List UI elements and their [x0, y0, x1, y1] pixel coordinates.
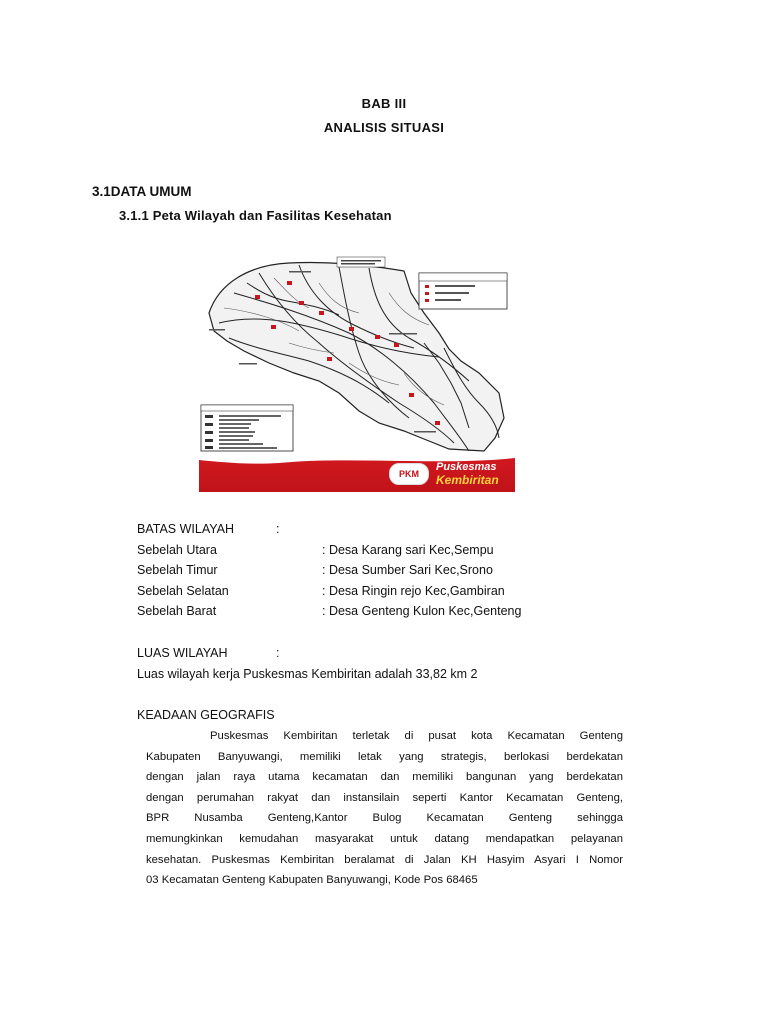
batas-selatan-value: : Desa Ringin rejo Kec,Gambiran: [322, 584, 505, 598]
puskesmas-logo: PKM: [389, 463, 429, 485]
batas-timur-value: : Desa Sumber Sari Kec,Srono: [322, 563, 493, 577]
luas-heading: LUAS WILAYAH: [137, 646, 228, 660]
batas-heading-colon: :: [276, 522, 280, 536]
chapter-title: ANALISIS SITUASI: [323, 120, 445, 135]
paragraph-line: Puskesmas Kembiritan terletak di pusat kota Kecamatan Genteng: [210, 730, 623, 742]
luas-text: Luas wilayah kerja Puskesmas Kembiritan adalah 33,82 km 2: [137, 667, 478, 681]
geografis-paragraph: [146, 726, 623, 891]
paragraph-line: dengan perumahan rakyat dan instansilain seperti Kantor Kecamatan Genteng,: [146, 791, 623, 804]
batas-utara-label: Sebelah Utara: [137, 543, 217, 557]
banner-title-line1: Puskesmas: [436, 461, 497, 473]
chapter-number: BAB III: [361, 96, 407, 111]
subsection-heading: 3.1.1 Peta Wilayah dan Fasilitas Kesehatan: [119, 208, 392, 223]
luas-heading-colon: :: [276, 646, 280, 660]
paragraph-line: 03 Kecamatan Genteng Kabupaten Banyuwangi, Kode Pos 68465: [146, 874, 478, 887]
paragraph-line: memungkinkan kemudahan masyarakat untuk datang mendapatkan pelayanan: [146, 832, 623, 845]
paragraph-line: Kabupaten Banyuwangi, memiliki letak yang strategis, berlokasi berdekatan: [146, 750, 623, 763]
paragraph-line: BPR Nusamba Genteng,Kantor Bulog Kecamatan Genteng sehingga: [146, 812, 623, 825]
geografis-heading: KEADAAN GEOGRAFIS: [137, 708, 275, 722]
paragraph-line: kesehatan. Puskesmas Kembiritan beralamat di Jalan KH Hasyim Asyari I Nomor: [146, 853, 623, 866]
map-banner: [199, 454, 515, 492]
section-heading: 3.1DATA UMUM: [92, 184, 192, 199]
batas-selatan-label: Sebelah Selatan: [137, 584, 229, 598]
batas-heading: BATAS WILAYAH: [137, 522, 235, 536]
batas-timur-label: Sebelah Timur: [137, 563, 218, 577]
paragraph-line: dengan jalan raya utama kecamatan dan memiliki bangunan yang berdekatan: [146, 771, 623, 784]
batas-barat-label: Sebelah Barat: [137, 604, 217, 618]
batas-utara-value: : Desa Karang sari Kec,Sempu: [322, 543, 494, 557]
banner-title-line2: Kembiritan: [436, 473, 499, 487]
region-map-image: [199, 253, 515, 492]
map-drawing: [199, 253, 515, 454]
batas-barat-value: : Desa Genteng Kulon Kec,Genteng: [322, 604, 522, 618]
